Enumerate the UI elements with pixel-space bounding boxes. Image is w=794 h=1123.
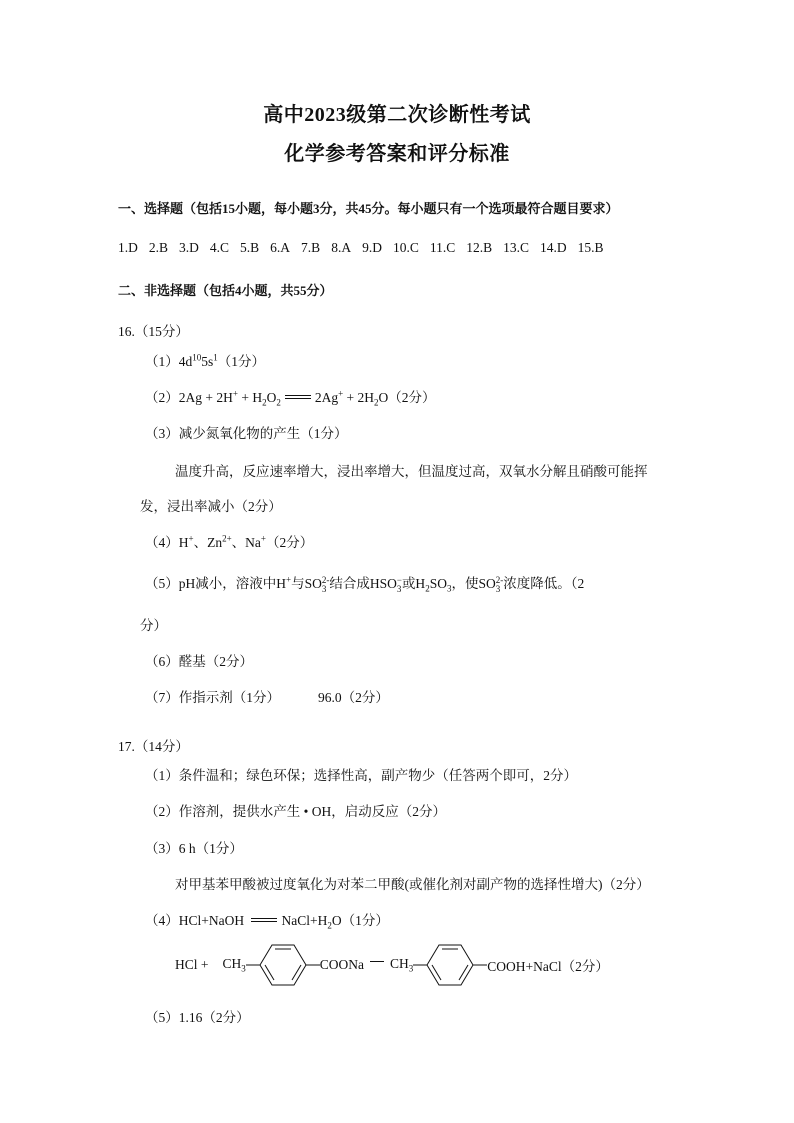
ion-text: 、Na [231,535,261,550]
ch3-text: CH [222,956,242,972]
superscript: + [232,388,238,399]
subscript: 3 [446,583,452,594]
answer-text: pH减小，溶液中H [178,576,286,591]
subscript: 3 [321,583,327,594]
q16-part6 [145,650,253,670]
q16-part3-explanation: 温度升高，反应速率增大，浸出率增大，但温度过高，双氧水分解且硝酸可能挥 [175,464,648,479]
answer-item: 5.B [240,240,260,255]
equation-text: 2Ag + 2H [178,390,233,405]
ch3-group-left [223,956,246,974]
part-label: （4） [145,535,179,550]
answer-text: 醛基（2分） [178,654,253,669]
part-label: （3） [145,426,179,441]
ch3-group-right [390,956,413,974]
equation-text: O（1分） [331,913,389,928]
subscript: 2 [425,583,430,594]
q17-part5 [145,1006,250,1026]
answer-item: 9.D [362,240,382,255]
superscript: 2- [321,574,330,585]
superscript: 1 [213,352,218,363]
ion-text: H [178,535,189,550]
product-text: COOH+NaCl（2分） [487,959,609,974]
q16-part2 [145,386,436,408]
subscript: 2 [262,397,267,408]
q16-header: 16.（15分） [118,324,189,339]
subscript: 2 [276,397,281,408]
answer-item: 2.B [148,240,169,255]
equals-sign [285,395,311,399]
equation-text: HCl+NaOH [178,913,248,928]
subscript: 3 [396,583,402,594]
answer-item: 15.B [577,240,604,255]
superscript: + [188,533,194,544]
subscript: 3 [241,963,246,974]
answer-text: 减少氮氧化物的产生（1分） [178,426,348,441]
answer-item: 1.D [118,240,138,255]
answer-text: 或H [401,576,426,591]
part-label: （2） [145,390,179,405]
answer-text: 与SO [291,576,322,591]
q17-part3 [145,837,243,857]
score: （1分） [217,354,266,369]
equals-sign [251,918,277,922]
superscript: 2- [495,574,504,585]
coona-group: COONa [319,957,365,972]
equation-text: O（2分） [378,390,436,405]
equation-text: O [266,390,277,405]
answer-text: 1.16（2分） [178,1010,250,1025]
superscript: + [338,388,344,399]
answer-item: 3.D [179,240,199,255]
q17-header: 17.（14分） [118,739,189,754]
part-label: （7） [145,690,179,705]
q16-part3 [145,422,348,442]
q16-part5-cont: 分） [140,618,167,633]
arrow-icon [370,961,384,962]
equation-text: 2Ag [314,390,339,405]
answer-text: SO [429,576,447,591]
part-label: （5） [145,576,179,591]
answer-text: ，使SO [451,576,496,591]
q17-reaction [175,940,609,990]
q16-part1 [145,350,265,370]
section1-heading: 一、选择题（包括15小题，每小题3分，共45分。每小题只有一个选项最符合题目要求） [118,201,619,216]
answer-item: 4.C [209,240,230,255]
answer-text: 结合成HSO [329,576,397,591]
subscript: 3 [495,583,501,594]
part-label: （5） [145,1010,179,1025]
q16-part7 [145,686,280,706]
superscript: + [260,533,266,544]
part-label: （1） [145,768,179,783]
answer-item: 12.B [466,240,493,255]
answer-text: 作指示剂（1分） [178,690,280,705]
part-label: （4） [145,913,179,928]
answer-item: 6.A [270,240,291,255]
q17-part1 [145,764,577,784]
answer-text: 条件温和；绿色环保；选择性高，副产物少（任答两个即可，2分） [178,768,577,783]
ch3-text: CH [390,956,409,972]
superscript: − [396,574,402,585]
q17-part3-explanation: 对甲基苯甲酸被过度氧化为对苯二甲酸(或催化剂对副产物的选择性增大)（2分） [175,877,650,892]
config-text: 4d [178,354,193,369]
answer-row [118,240,615,256]
answer-item: 7.B [301,240,321,255]
part-label: （6） [145,654,179,669]
q16-part5 [145,572,584,594]
part-label: （1） [145,354,179,369]
superscript: + [286,574,292,585]
q16-part7-value: 96.0（2分） [318,690,389,705]
config-text: 5s [201,354,214,369]
subscript: 2 [374,397,379,408]
superscript: 10 [192,352,202,363]
answer-text: 作溶剂，提供水产生 • OH，启动反应（2分） [178,804,446,819]
q17-part2 [145,800,446,820]
answer-text: 浓度降低。（2 [503,576,585,591]
answer-item: 11.C [429,240,456,255]
q16-part4 [145,531,313,551]
answer-item: 14.D [540,240,567,255]
subscript: 3 [408,963,414,974]
part-label: （3） [145,841,179,856]
q17-part4 [145,909,389,931]
equation-text: NaCl+H [281,913,328,928]
q16-part3-explanation-cont: 发，浸出率减小（2分） [140,499,282,514]
answer-item: 10.C [392,240,419,255]
page-subtitle: 化学参考答案和评分标准 [284,143,510,165]
section2-heading: 二、非选择题（包括4小题，共55分） [118,283,333,298]
benzene-ring-icon [246,941,320,989]
equation-text: + 2H [343,390,375,405]
answer-item: 13.C [503,240,529,255]
reactant-hcl: HCl + [175,957,209,972]
ion-text: 、Zn [193,535,223,550]
part-label: （2） [145,804,179,819]
equation-text: + H [237,390,263,405]
subscript: 2 [327,920,332,931]
answer-item: 8.A [331,240,352,255]
answer-text: 6 h（1分） [178,841,243,856]
benzene-ring-icon [413,941,487,989]
page-title: 高中2023级第二次诊断性考试 [263,104,531,126]
score: （2分） [265,535,314,550]
superscript: 2+ [222,533,232,544]
